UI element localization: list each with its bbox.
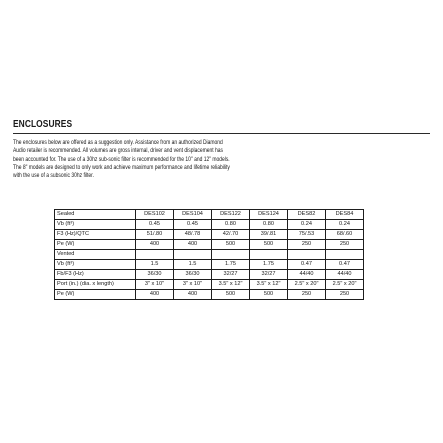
value-cell: 1.75 (250, 260, 288, 270)
value-cell: 250 (288, 290, 326, 300)
intro-line: The 8" models are designed to only work and achieve maximum performance and lifetime reliability (13, 163, 230, 171)
value-cell: 500 (250, 240, 288, 250)
value-cell: 1.5 (174, 260, 212, 270)
value-cell: 2.5" x 20" (326, 280, 364, 290)
value-cell: 1.5 (136, 260, 174, 270)
value-cell: 68/.60 (326, 230, 364, 240)
section-label-cell: Vented (55, 250, 136, 260)
value-cell: 250 (288, 240, 326, 250)
value-cell: 32/27 (250, 270, 288, 280)
intro-line: with the use of a subsonic 30hz filter. (13, 172, 94, 180)
intro-line: Audio retailer is recommended. All volumes are gross internal, driver and vent displacement has (13, 147, 223, 155)
intro-line: The enclosures below are offered as a suggestion only. Assistance from an authorized Diamond (13, 139, 223, 146)
row-label-cell: Pe (W) (55, 290, 136, 300)
value-cell: 0.47 (326, 260, 364, 270)
table-row (55, 230, 364, 240)
intro-paragraph (13, 139, 429, 180)
table-row (55, 290, 364, 300)
value-cell: 0.24 (288, 220, 326, 230)
table-row (55, 270, 364, 280)
table-row (55, 280, 364, 290)
row-label-cell: Port (in.) (dia. x length) (55, 280, 136, 290)
title-divider (13, 133, 430, 134)
table-header-row (55, 210, 364, 220)
enclosure-spec-table (54, 209, 364, 300)
value-cell: 400 (174, 240, 212, 250)
model-header-cell: DES82 (288, 210, 326, 220)
value-cell: 400 (174, 290, 212, 300)
value-cell: 51/.80 (136, 230, 174, 240)
table-row (55, 220, 364, 230)
value-cell: 48/.78 (174, 230, 212, 240)
value-cell: 44/40 (288, 270, 326, 280)
intro-line: been accounted for. The use of a 30hz sub-sonic filter is recommended for the 10" and 12" models. (13, 155, 230, 163)
value-cell: 500 (250, 290, 288, 300)
section-title: ENCLOSURES (13, 118, 73, 130)
header-label-cell: Sealed (55, 210, 136, 220)
value-cell: 32/27 (212, 270, 250, 280)
value-cell: 250 (326, 290, 364, 300)
empty-cell (288, 250, 326, 260)
model-header-cell: DES102 (136, 210, 174, 220)
value-cell: 0.80 (212, 220, 250, 230)
table-section-row (55, 250, 364, 260)
value-cell: 3.5" x 12" (212, 280, 250, 290)
value-cell: 1.75 (212, 260, 250, 270)
empty-cell (250, 250, 288, 260)
row-label-cell: F3 (Hz)/QTC (55, 230, 136, 240)
model-header-cell: DES122 (212, 210, 250, 220)
empty-cell (212, 250, 250, 260)
value-cell: 44/40 (326, 270, 364, 280)
row-label-cell: Vb (ft³) (55, 220, 136, 230)
value-cell: 400 (136, 240, 174, 250)
value-cell: 0.47 (288, 260, 326, 270)
row-label-cell: Pe (W) (55, 240, 136, 250)
value-cell: 42/.70 (212, 230, 250, 240)
table-row (55, 260, 364, 270)
value-cell: 0.45 (174, 220, 212, 230)
model-header-cell: DES84 (326, 210, 364, 220)
value-cell: 39/.81 (250, 230, 288, 240)
row-label-cell: Fb/F3 (Hz) (55, 270, 136, 280)
model-header-cell: DES124 (250, 210, 288, 220)
empty-cell (136, 250, 174, 260)
row-label-cell: Vb (ft³) (55, 260, 136, 270)
value-cell: 500 (212, 240, 250, 250)
value-cell: 0.45 (136, 220, 174, 230)
value-cell: 500 (212, 290, 250, 300)
value-cell: 2.5" x 20" (288, 280, 326, 290)
value-cell: 75/.53 (288, 230, 326, 240)
table-row (55, 240, 364, 250)
value-cell: 3.5" x 12" (250, 280, 288, 290)
value-cell: 400 (136, 290, 174, 300)
value-cell: 0.80 (250, 220, 288, 230)
value-cell: 36/30 (174, 270, 212, 280)
value-cell: 0.24 (326, 220, 364, 230)
value-cell: 3" x 10" (136, 280, 174, 290)
value-cell: 250 (326, 240, 364, 250)
model-header-cell: DES104 (174, 210, 212, 220)
value-cell: 3" x 10" (174, 280, 212, 290)
empty-cell (174, 250, 212, 260)
empty-cell (326, 250, 364, 260)
value-cell: 36/30 (136, 270, 174, 280)
